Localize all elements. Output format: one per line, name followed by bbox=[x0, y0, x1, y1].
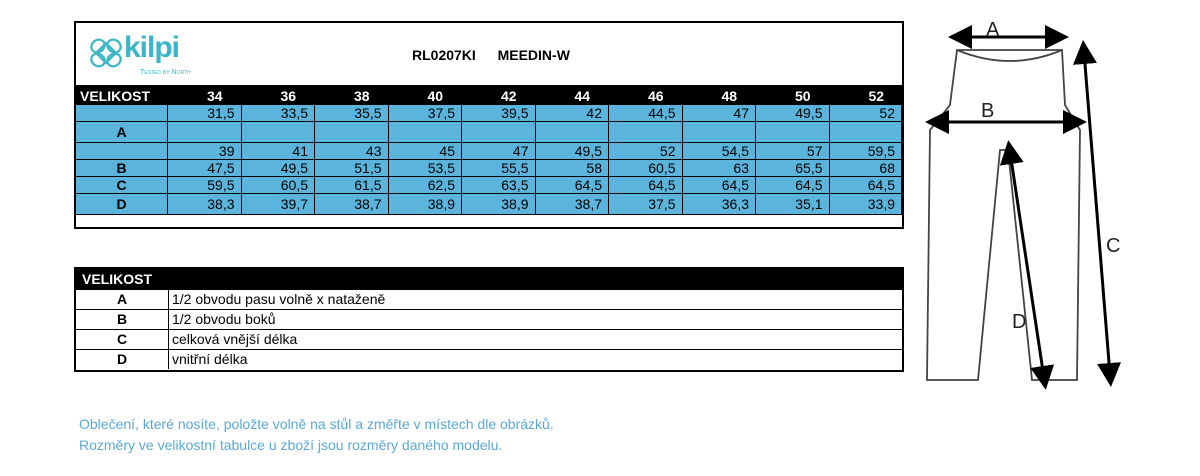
table-cell bbox=[683, 122, 757, 143]
table-cell bbox=[242, 122, 316, 143]
legend-title: VELIKOST bbox=[76, 269, 902, 289]
measurement-grid bbox=[76, 105, 902, 227]
row-label: B bbox=[76, 160, 168, 177]
table-cell: 43 bbox=[315, 143, 389, 160]
table-cell: 44,5 bbox=[609, 105, 683, 122]
legend-row bbox=[76, 309, 902, 329]
legend-key: D bbox=[76, 350, 169, 369]
table-cell: 47 bbox=[683, 105, 757, 122]
diagram-label-c: C bbox=[1106, 235, 1121, 257]
legend-desc: vnitřní délka bbox=[172, 351, 248, 367]
size-label: 48 bbox=[721, 88, 738, 104]
size-label: 44 bbox=[574, 88, 591, 104]
size-label: 36 bbox=[280, 88, 297, 104]
table-header bbox=[76, 23, 902, 87]
legend-desc: celková vnější délka bbox=[172, 331, 298, 347]
table-cell: 38,7 bbox=[536, 194, 610, 215]
table-cell: 33,9 bbox=[830, 194, 903, 215]
table-cell: 64,5 bbox=[683, 177, 757, 194]
table-cell: 64,5 bbox=[830, 177, 903, 194]
table-cell: 47,5 bbox=[168, 160, 242, 177]
table-cell: 59,5 bbox=[168, 177, 242, 194]
table-cell: 39 bbox=[168, 143, 242, 160]
size-label: 40 bbox=[427, 88, 444, 104]
product-code: RL0207KI bbox=[412, 47, 476, 63]
table-cell: 59,5 bbox=[830, 143, 903, 160]
row-label bbox=[76, 105, 168, 122]
product-title bbox=[412, 47, 570, 63]
row-label bbox=[76, 143, 168, 160]
table-cell bbox=[462, 122, 536, 143]
table-cell: 60,5 bbox=[242, 177, 316, 194]
row-label: A bbox=[76, 122, 168, 143]
table-cell: 39,7 bbox=[242, 194, 316, 215]
size-label: 50 bbox=[794, 88, 811, 104]
table-cell: 45 bbox=[389, 143, 463, 160]
table-cell: 55,5 bbox=[462, 160, 536, 177]
size-label: 46 bbox=[647, 88, 664, 104]
table-cell bbox=[756, 122, 830, 143]
table-cell: 57 bbox=[756, 143, 830, 160]
table-cell bbox=[168, 122, 242, 143]
table-cell: 62,5 bbox=[389, 177, 463, 194]
table-cell: 64,5 bbox=[609, 177, 683, 194]
size-header-row bbox=[76, 87, 902, 105]
legend-row bbox=[76, 329, 902, 349]
table-cell: 63 bbox=[683, 160, 757, 177]
diagram-label-b: B bbox=[981, 100, 995, 122]
instruction-note: Oblečení, které nosíte, položte volně na stůl a změřte v místech dle obrázků. bbox=[79, 416, 554, 432]
table-cell: 31,5 bbox=[168, 105, 242, 122]
legend-key: B bbox=[76, 310, 169, 329]
table-cell: 63,5 bbox=[462, 177, 536, 194]
legend-row bbox=[76, 349, 902, 369]
table-cell: 38,7 bbox=[315, 194, 389, 215]
kilpi-logo bbox=[84, 29, 214, 81]
table-cell: 60,5 bbox=[609, 160, 683, 177]
table-cell: 65,5 bbox=[756, 160, 830, 177]
row-label: C bbox=[76, 177, 168, 194]
instruction-note: Rozměry ve velikostní tabulce u zboží jsou rozměry daného modelu. bbox=[79, 437, 503, 453]
table-cell: 58 bbox=[536, 160, 610, 177]
table-cell: 61,5 bbox=[315, 177, 389, 194]
pants-outline bbox=[927, 50, 1080, 380]
row-label: D bbox=[76, 194, 168, 215]
size-label: 42 bbox=[500, 88, 517, 104]
diagram-label-d: D bbox=[1012, 311, 1027, 333]
table-cell: 42 bbox=[536, 105, 610, 122]
table-cell: 54,5 bbox=[683, 143, 757, 160]
table-cell bbox=[609, 122, 683, 143]
size-header-label: VELIKOST bbox=[80, 88, 151, 104]
pants-diagram bbox=[920, 10, 1130, 390]
legend-key: C bbox=[76, 330, 169, 349]
brand-name: kilpi bbox=[124, 31, 180, 64]
table-cell: 47 bbox=[462, 143, 536, 160]
table-cell: 68 bbox=[830, 160, 903, 177]
table-cell: 52 bbox=[830, 105, 903, 122]
table-cell: 64,5 bbox=[536, 177, 610, 194]
table-cell: 53,5 bbox=[389, 160, 463, 177]
table-cell: 38,9 bbox=[462, 194, 536, 215]
table-cell: 37,5 bbox=[609, 194, 683, 215]
table-cell: 37,5 bbox=[389, 105, 463, 122]
legend-key: A bbox=[76, 290, 169, 309]
table-cell: 33,5 bbox=[242, 105, 316, 122]
table-cell bbox=[315, 122, 389, 143]
brand-tagline: Tested by North bbox=[140, 69, 191, 76]
table-cell: 38,3 bbox=[168, 194, 242, 215]
table-cell bbox=[536, 122, 610, 143]
table-cell: 38,9 bbox=[389, 194, 463, 215]
table-cell: 35,1 bbox=[756, 194, 830, 215]
product-name: MEEDIN-W bbox=[497, 47, 570, 63]
size-label: 52 bbox=[868, 88, 885, 104]
table-cell: 49,5 bbox=[242, 160, 316, 177]
legend-desc: 1/2 obvodu boků bbox=[172, 311, 276, 327]
table-cell: 49,5 bbox=[536, 143, 610, 160]
table-cell: 49,5 bbox=[756, 105, 830, 122]
table-cell bbox=[389, 122, 463, 143]
table-cell: 35,5 bbox=[315, 105, 389, 122]
size-label: 38 bbox=[353, 88, 370, 104]
table-cell: 52 bbox=[609, 143, 683, 160]
size-label: 34 bbox=[206, 88, 223, 104]
table-cell: 39,5 bbox=[462, 105, 536, 122]
legend-row bbox=[76, 289, 902, 309]
table-cell: 41 bbox=[242, 143, 316, 160]
diagram-label-a: A bbox=[986, 19, 1000, 41]
table-cell: 51,5 bbox=[315, 160, 389, 177]
table-cell bbox=[830, 122, 903, 143]
legend-table bbox=[74, 267, 904, 372]
legend-desc: 1/2 obvodu pasu volně x nataženě bbox=[172, 291, 386, 307]
table-cell: 36,3 bbox=[683, 194, 757, 215]
size-table bbox=[74, 21, 904, 229]
table-cell: 64,5 bbox=[756, 177, 830, 194]
